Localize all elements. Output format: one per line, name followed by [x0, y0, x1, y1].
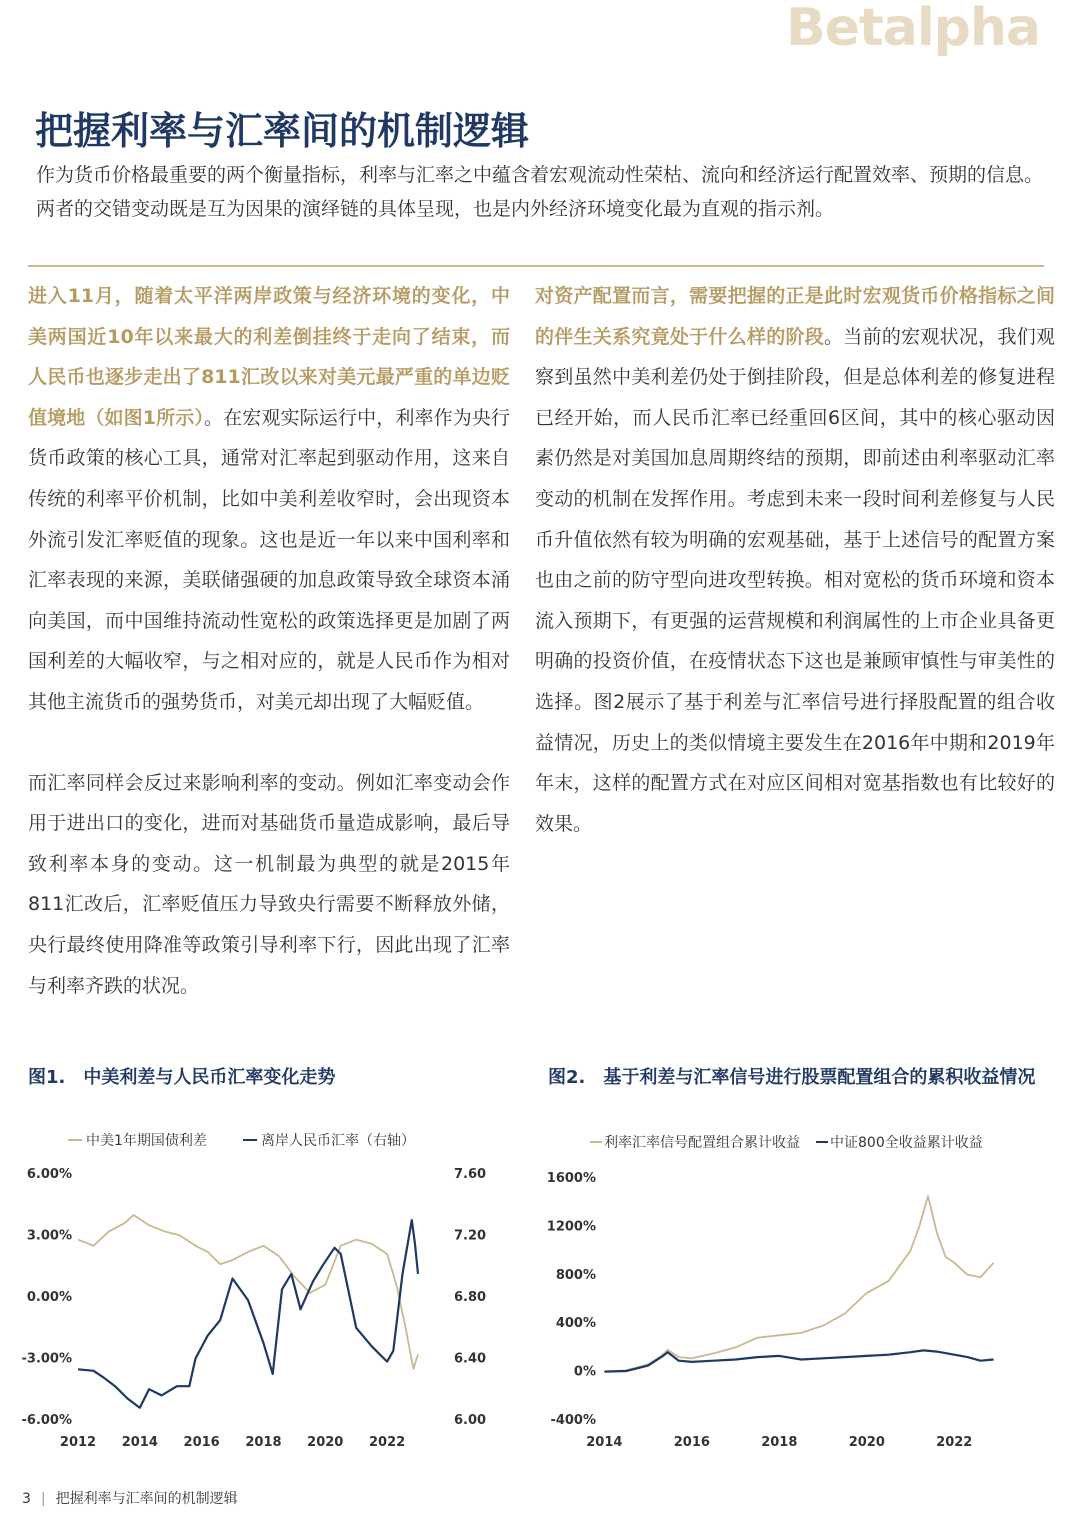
y-tick-right: 7.60: [454, 1167, 487, 1182]
footer-title: 把握利率与汇率间的机制逻辑: [55, 1491, 238, 1507]
right-highlight: 对资产配置而言，需要把握的正是此时宏观货币价格指标之间的伴生关系究竟处于什么样的阶段: [535, 285, 1055, 348]
y-tick: 800%: [555, 1267, 596, 1283]
y-tick-right: 7.20: [454, 1228, 487, 1244]
x-tick: 2014: [586, 1435, 623, 1450]
series-line-1: [78, 1215, 418, 1369]
x-tick: 2016: [183, 1435, 220, 1450]
left-column: [28, 276, 510, 1006]
y-tick-left: 0.00%: [26, 1290, 72, 1305]
y-tick: 1600%: [546, 1171, 596, 1186]
x-tick: 2018: [245, 1435, 282, 1450]
y-tick: 400%: [555, 1316, 596, 1332]
figure-1-caption: 中美利差与人民币汇率变化走势: [83, 1067, 336, 1088]
legend-label-1: 中美1年期国债利差: [86, 1133, 207, 1149]
figure-2-number: 图2.: [548, 1067, 586, 1088]
x-tick: 2016: [673, 1435, 710, 1450]
x-tick: 2022: [936, 1435, 973, 1450]
page-title: 把握利率与汇率间的机制逻辑: [35, 109, 530, 153]
y-tick-left: -3.00%: [21, 1351, 72, 1367]
x-tick: 2018: [761, 1435, 798, 1450]
left-highlight: 进入11月，随着太平洋两岸政策与经济环境的变化，中美两国近10年以来最大的利差倒挂终于走向了结束，而人民币也逐步走出了811汇改以来对美元最严重的单边贬值境地（如图1所示）: [28, 285, 510, 429]
y-tick-right: 6.80: [454, 1290, 487, 1305]
y-tick-right: 6.00: [454, 1413, 487, 1428]
y-tick: -400%: [550, 1413, 596, 1428]
x-tick: 2014: [121, 1435, 158, 1450]
legend-label-2: 中证800全收益累计收益: [830, 1135, 983, 1151]
y-tick-left: 3.00%: [26, 1228, 72, 1244]
y-tick: 1200%: [546, 1219, 596, 1235]
legend-label-1: 利率汇率信号配置组合累计收益: [604, 1135, 800, 1151]
brand-logo: Betalpha: [785, 0, 1040, 58]
figure-1-title: [28, 1063, 335, 1089]
y-tick-left: 6.00%: [26, 1167, 72, 1182]
x-tick: 2020: [848, 1435, 885, 1450]
y-tick: 0%: [573, 1364, 596, 1380]
legend-label-2: 离岸人民币汇率（右轴）: [261, 1133, 415, 1149]
right-body: 。当前的宏观状况，我们观察到虽然中美利差仍处于倒挂阶段，但是总体利差的修复进程已经开始，而人民币汇率已经重回6区间，其中的核心驱动因素仍然是对美国加息周期终结的预期，即前述由利率驱动汇率变动的机制在发挥作用。考虑到未来一段时间利差修复与人民币升值依然有较为明确的宏观基础，基于上述信号的配置方案也由之前的防守型向进攻型转换。相对宽松的货币环境和资本流入预期下，有更强的运营规模和利润属性的上市企业具备更明确的投资价值，在疫情状态下这也是兼顾审慎性与审美性的选择。图2展示了基于利差与汇率信号进行择股配置的组合收益情况，历史上的类似情境主要发生在2016年中期和2019年年末，这样的配置方式在对应区间相对宽基指数也有比较好的效果。: [535, 325, 1055, 835]
figure-2-title: [548, 1063, 1035, 1089]
chart-1: [21, 1120, 498, 1460]
y-tick-right: 6.40: [454, 1351, 487, 1367]
intro-paragraph: 作为货币价格最重要的两个衡量指标，利率与汇率之中蕴含着宏观流动性荣枯、流向和经济运行配置效率、预期的信息。两者的交错变动既是互为因果的演绎链的具体呈现，也是内外经济环境变化最为直观的指示剂。: [36, 164, 1044, 220]
chart-2: [548, 1120, 1018, 1460]
x-tick: 2012: [59, 1435, 97, 1450]
series-line-1: [604, 1196, 993, 1372]
x-tick: 2022: [368, 1435, 406, 1450]
right-paragraph-1: [535, 276, 1055, 844]
right-column: [535, 276, 1055, 844]
x-tick: 2020: [307, 1435, 344, 1450]
series-line-2: [78, 1220, 418, 1408]
page-footer: 3 | 把握利率与汇率间的机制逻辑: [22, 1491, 238, 1507]
figure-1-number: 图1.: [28, 1067, 66, 1088]
y-tick-left: -6.00%: [21, 1413, 72, 1428]
left-paragraph-1: [28, 276, 510, 723]
figure-2-caption: 基于利差与汇率信号进行股票配置组合的累积收益情况: [603, 1067, 1036, 1088]
left-paragraph-2: 而汇率同样会反过来影响利率的变动。例如汇率变动会作用于进出口的变化，进而对基础货币量造成影响，最后导致利率本身的变动。这一机制最为典型的就是2015年811汇改后，汇率贬值压力导致央行需要不断释放外储，央行最终使用降准等政策引导利率下行，因此出现了汇率与利率齐跌的状况。: [28, 771, 510, 997]
section-divider: [28, 265, 1044, 267]
left-body: 。在宏观实际运行中，利率作为央行货币政策的核心工具，通常对汇率起到驱动作用，这来自传统的利率平价机制，比如中美利差收窄时，会出现资本外流引发汇率贬值的现象。这也是近一年以来中国利率和汇率表现的来源，美联储强硬的加息政策导致全球资本涌向美国，而中国维持流动性宽松的政策选择更是加剧了两国利差的大幅收窄，与之相对应的，就是人民币作为相对其他主流货币的强势货币，对美元却出现了大幅贬值。: [28, 406, 510, 713]
page-number: 3: [22, 1491, 31, 1507]
